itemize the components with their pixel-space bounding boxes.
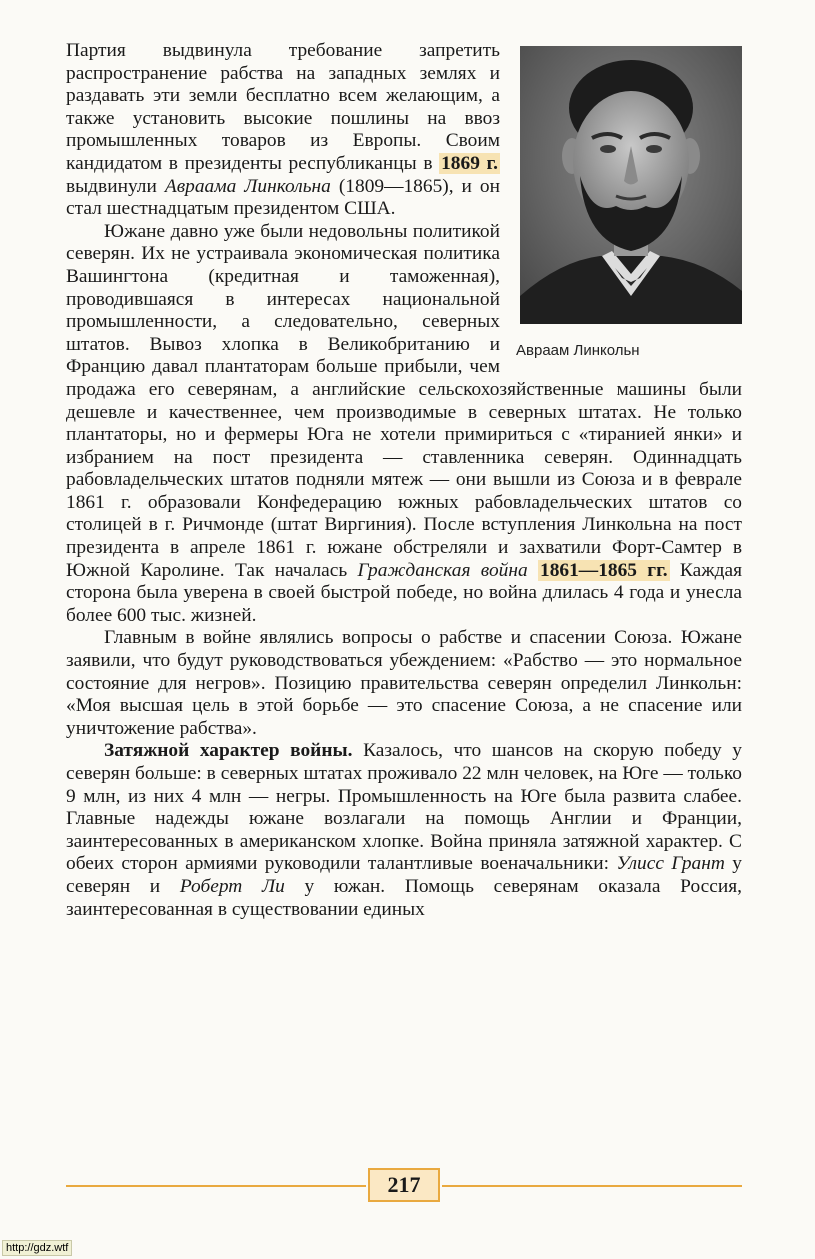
footer-rule-left <box>66 1185 366 1187</box>
highlight-year: 1869 г. <box>441 152 498 174</box>
paragraph-2: Южане давно уже были недовольны политикой северян. Их не устраивала экономическая политика Вашингтона (кредитная и таможенная), проводившаяся в интересах национальной промышленности, а следовательно, северных штатов. Вывоз хлопка в Великобританию и Францию давал плантаторам больше прибыли, чем продажа его северянам, а английские сельскохозяйственные машины были дешевле и качественнее, чем производимые в северных штатах. Не только плантаторы, но и фермеры Юга не хотели примириться с «тиранией янки» и избранием на пост президента — ставленника северян. Одиннадцать рабовладельческих штатов подняли мятеж — они вышли из Союза и в феврале 1861 г. образовали Конфедерацию южных рабовладельческих штатов со столицей в г. Ричмонде (штат Виргиния). После вступления Линкольна на пост президента в апреле 1861 г. южане обстреляли и захватили Форт-Самтер в Южной Каролине. Так началась Гражданская война 1861—1865 гг. Каждая сторона была уверена в своей быстрой победе, но война длилась 4 года и унесла более 600 тыс. жизней. <box>66 220 742 626</box>
portrait-image <box>520 46 742 324</box>
lincoln-portrait <box>520 46 742 324</box>
term-civil-war: Гражданская война <box>357 559 528 581</box>
portrait-caption: Авраам Линкольн <box>516 342 640 359</box>
paragraph-4: Затяжной характер войны. Казалось, что шансов на скорую победу у северян больше: в северных штатах проживало 22 млн человек, на Юге — только 9 млн, из них 4 млн — негры. Промышленность на Юге была развита слабее. Главные надежды южане возлагали на помощь Англии и Франции, заинтересованных в американском хлопке. Война приняла затяжной характер. С обеих сторон армиями руководили талантливые военачальники: Улисс Грант у северян и Роберт Ли у южан. Помощь северянам оказала Россия, заинтересованная в существовании единых <box>66 740 742 920</box>
page-number: 217 <box>368 1168 440 1202</box>
person-name-lee: Роберт Ли <box>179 875 285 897</box>
person-name-grant: Улисс Грант <box>616 853 725 875</box>
highlight-war-years: 1861—1865 гг. <box>540 559 668 581</box>
person-name-lincoln: Авраама Линкольна <box>164 175 331 197</box>
paragraph-1: Партия выдвинула требование запретить распространение рабства на западных землях и раздавать эти земли бесплатно всем желающим, а также установить высокие пошлины на ввоз промышленных товаров из Европы. Своим кандидатом в президенты республиканцы в 1869 г. выдвинули Авраама Линкольна (1809—1865), и он стал шестнадцатым президентом США. <box>66 40 500 220</box>
paragraph-3: Главным в войне являлись вопросы о рабстве и спасении Союза. Южане заявили, что будут руководствоваться убеждением: «Рабство — это нормальное состояние для негров». Позицию правительства северян определил Линкольн: «Моя высшая цель в этой борьбе — это спасение Союза, а не спасение или уничтожение рабства». <box>66 627 742 739</box>
lincoln-figure <box>514 46 742 359</box>
watermark-link[interactable]: http://gdz.wtf <box>2 1240 72 1256</box>
footer-rule-right <box>442 1185 742 1187</box>
section-heading: Затяжной характер войны. <box>104 740 353 762</box>
page-footer <box>66 1166 742 1206</box>
page-content <box>66 40 742 921</box>
